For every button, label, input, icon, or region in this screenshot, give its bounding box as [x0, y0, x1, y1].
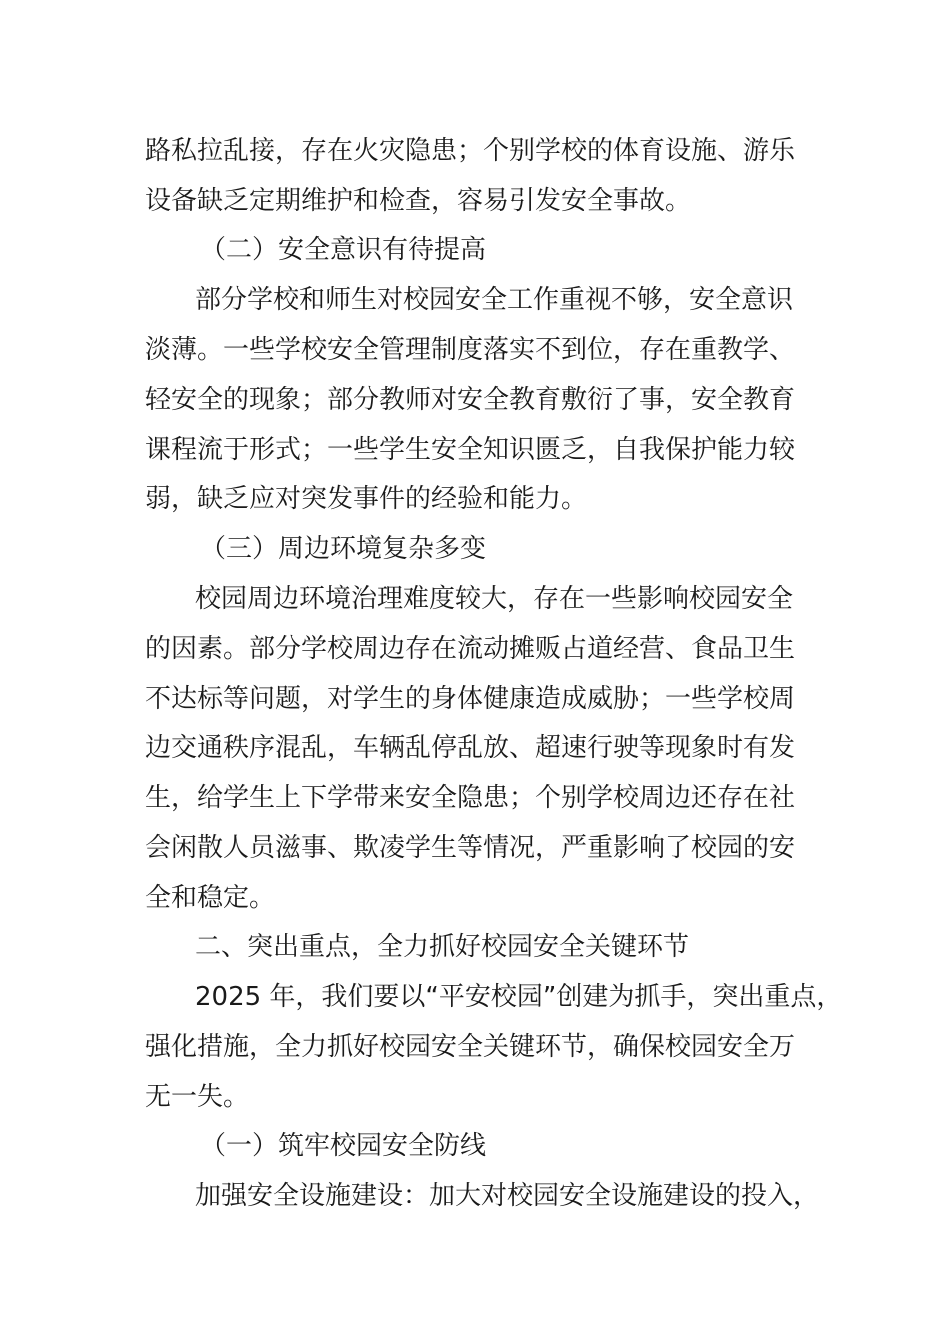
paragraph-first-line: 部分学校和师生对校园安全工作重视不够，安全意识: [195, 285, 794, 315]
body-text-line: 无一失。: [145, 1082, 250, 1112]
subsection-heading: （一）筑牢校园安全防线: [200, 1131, 487, 1161]
subsection-heading: （二）安全意识有待提高: [200, 235, 487, 265]
body-text-line: 课程流于形式；一些学生安全知识匮乏，自我保护能力较: [145, 435, 796, 465]
body-text-line: 强化措施，全力抓好校园安全关键环节，确保校园安全万: [145, 1032, 796, 1062]
body-text-line: 边交通秩序混乱，车辆乱停乱放、超速行驶等现象时有发: [145, 733, 796, 763]
body-text-line: 弱，缺乏应对突发事件的经验和能力。: [145, 484, 588, 514]
paragraph-first-line: 校园周边环境治理难度较大，存在一些影响校园安全: [195, 584, 794, 614]
body-text-line: 全和稳定。: [145, 883, 276, 913]
subsection-heading: （三）周边环境复杂多变: [200, 534, 487, 564]
paragraph-first-line: 2025 年，我们要以“平安校园”创建为抓手，突出重点，: [195, 982, 843, 1012]
body-text-line: 轻安全的现象；部分教师对安全教育敷衍了事，安全教育: [145, 385, 796, 415]
body-text-line: 路私拉乱接，存在火灾隐患；个别学校的体育设施、游乐: [145, 136, 796, 166]
body-text-line: 设备缺乏定期维护和检查，容易引发安全事故。: [145, 186, 692, 216]
body-text-line: 会闲散人员滋事、欺凌学生等情况，严重影响了校园的安: [145, 833, 796, 863]
section-heading: 二、突出重点，全力抓好校园安全关键环节: [195, 932, 690, 962]
body-text-line: 淡薄。一些学校安全管理制度落实不到位，存在重教学、: [145, 335, 796, 365]
body-text-line: 不达标等问题，对学生的身体健康造成威胁；一些学校周: [145, 684, 796, 714]
body-text-line: 生，给学生上下学带来安全隐患；个别学校周边还存在社: [145, 783, 796, 813]
paragraph-first-line: 加强安全设施建设：加大对校园安全设施建设的投入，: [195, 1181, 820, 1211]
body-text-line: 的因素。部分学校周边存在流动摊贩占道经营、食品卫生: [145, 634, 796, 664]
